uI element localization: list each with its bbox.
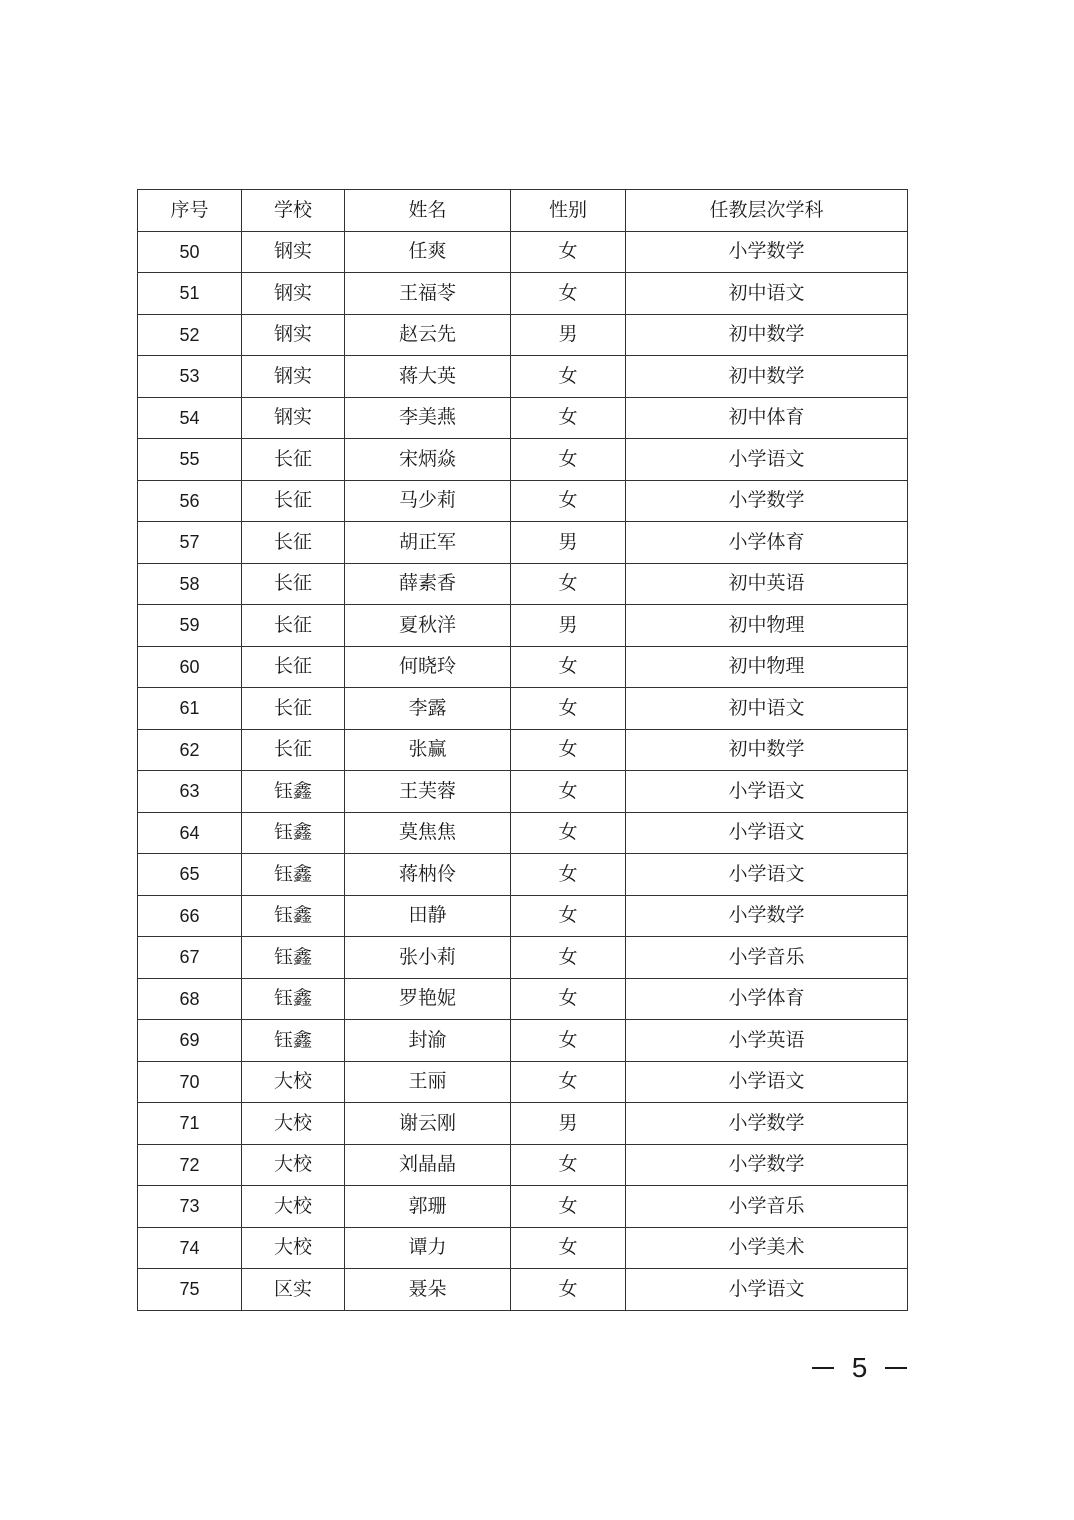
name-cell: 谢云刚 (345, 1103, 511, 1145)
serial-number-cell: 63 (138, 771, 242, 813)
gender-cell: 女 (511, 937, 626, 979)
name-cell: 刘晶晶 (345, 1144, 511, 1186)
serial-number-cell: 62 (138, 729, 242, 771)
school-cell: 区实 (242, 1269, 345, 1311)
gender-cell: 女 (511, 771, 626, 813)
school-cell: 钰鑫 (242, 771, 345, 813)
subject-cell: 初中物理 (626, 646, 908, 688)
serial-number-cell: 50 (138, 231, 242, 273)
table-row (138, 812, 908, 854)
subject-cell: 小学数学 (626, 231, 908, 273)
name-cell: 谭力 (345, 1227, 511, 1269)
subject-cell: 小学音乐 (626, 1186, 908, 1228)
subject-cell: 小学美术 (626, 1227, 908, 1269)
serial-number-cell: 51 (138, 273, 242, 315)
school-cell: 钢实 (242, 314, 345, 356)
serial-number-cell: 70 (138, 1061, 242, 1103)
school-cell: 大校 (242, 1144, 345, 1186)
subject-cell: 初中数学 (626, 314, 908, 356)
subject-cell: 小学语文 (626, 1269, 908, 1311)
school-cell: 长征 (242, 729, 345, 771)
table-row (138, 563, 908, 605)
header-serial-number: 序号 (138, 190, 242, 232)
serial-number-cell: 73 (138, 1186, 242, 1228)
gender-cell: 男 (511, 1103, 626, 1145)
gender-cell: 女 (511, 273, 626, 315)
name-cell: 聂朵 (345, 1269, 511, 1311)
serial-number-cell: 54 (138, 397, 242, 439)
serial-number-cell: 57 (138, 522, 242, 564)
school-cell: 钰鑫 (242, 812, 345, 854)
name-cell: 马少莉 (345, 480, 511, 522)
gender-cell: 女 (511, 646, 626, 688)
table-row (138, 937, 908, 979)
gender-cell: 女 (511, 563, 626, 605)
gender-cell: 女 (511, 688, 626, 730)
serial-number-cell: 68 (138, 978, 242, 1020)
table-row (138, 1186, 908, 1228)
school-cell: 钢实 (242, 397, 345, 439)
school-cell: 长征 (242, 605, 345, 647)
serial-number-cell: 58 (138, 563, 242, 605)
serial-number-cell: 74 (138, 1227, 242, 1269)
subject-cell: 初中数学 (626, 356, 908, 398)
gender-cell: 男 (511, 522, 626, 564)
subject-cell: 初中体育 (626, 397, 908, 439)
name-cell: 赵云先 (345, 314, 511, 356)
school-cell: 大校 (242, 1103, 345, 1145)
table-row (138, 314, 908, 356)
table-row (138, 1144, 908, 1186)
serial-number-cell: 56 (138, 480, 242, 522)
gender-cell: 女 (511, 439, 626, 481)
left-dash (812, 1367, 834, 1369)
serial-number-cell: 64 (138, 812, 242, 854)
school-cell: 大校 (242, 1061, 345, 1103)
gender-cell: 女 (511, 356, 626, 398)
table-row (138, 480, 908, 522)
school-cell: 大校 (242, 1186, 345, 1228)
name-cell: 张小莉 (345, 937, 511, 979)
gender-cell: 女 (511, 1186, 626, 1228)
serial-number-cell: 75 (138, 1269, 242, 1311)
school-cell: 钰鑫 (242, 854, 345, 896)
name-cell: 郭珊 (345, 1186, 511, 1228)
table-row (138, 356, 908, 398)
subject-cell: 小学英语 (626, 1020, 908, 1062)
header-row (138, 190, 908, 232)
serial-number-cell: 65 (138, 854, 242, 896)
subject-cell: 初中语文 (626, 273, 908, 315)
subject-cell: 初中英语 (626, 563, 908, 605)
name-cell: 罗艳妮 (345, 978, 511, 1020)
subject-cell: 小学数学 (626, 1144, 908, 1186)
name-cell: 王芙蓉 (345, 771, 511, 813)
header-name: 姓名 (345, 190, 511, 232)
school-cell: 钰鑫 (242, 1020, 345, 1062)
table-row (138, 605, 908, 647)
school-cell: 长征 (242, 480, 345, 522)
name-cell: 何晓玲 (345, 646, 511, 688)
gender-cell: 女 (511, 480, 626, 522)
school-cell: 长征 (242, 646, 345, 688)
subject-cell: 初中语文 (626, 688, 908, 730)
gender-cell: 男 (511, 605, 626, 647)
name-cell: 薛素香 (345, 563, 511, 605)
table-body (138, 231, 908, 1310)
serial-number-cell: 67 (138, 937, 242, 979)
table-row (138, 1227, 908, 1269)
subject-cell: 小学体育 (626, 522, 908, 564)
serial-number-cell: 72 (138, 1144, 242, 1186)
subject-cell: 小学语文 (626, 854, 908, 896)
table-row (138, 439, 908, 481)
name-cell: 任爽 (345, 231, 511, 273)
teacher-roster-table (137, 189, 908, 1311)
school-cell: 大校 (242, 1227, 345, 1269)
gender-cell: 女 (511, 1061, 626, 1103)
school-cell: 钰鑫 (242, 978, 345, 1020)
table-row (138, 646, 908, 688)
table-row (138, 978, 908, 1020)
serial-number-cell: 71 (138, 1103, 242, 1145)
table-header (138, 190, 908, 232)
name-cell: 莫焦焦 (345, 812, 511, 854)
table-row (138, 895, 908, 937)
gender-cell: 女 (511, 231, 626, 273)
gender-cell: 女 (511, 978, 626, 1020)
school-cell: 钰鑫 (242, 895, 345, 937)
school-cell: 长征 (242, 563, 345, 605)
name-cell: 蒋枘伶 (345, 854, 511, 896)
subject-cell: 初中物理 (626, 605, 908, 647)
name-cell: 胡正军 (345, 522, 511, 564)
table-row (138, 1020, 908, 1062)
name-cell: 李美燕 (345, 397, 511, 439)
subject-cell: 小学音乐 (626, 937, 908, 979)
subject-cell: 小学数学 (626, 480, 908, 522)
gender-cell: 女 (511, 1269, 626, 1311)
gender-cell: 女 (511, 729, 626, 771)
school-cell: 钢实 (242, 231, 345, 273)
table-row (138, 1061, 908, 1103)
table-row (138, 273, 908, 315)
serial-number-cell: 60 (138, 646, 242, 688)
table-row (138, 854, 908, 896)
page-number: 5 (851, 1352, 868, 1383)
subject-cell: 小学体育 (626, 978, 908, 1020)
school-cell: 长征 (242, 522, 345, 564)
gender-cell: 女 (511, 1227, 626, 1269)
serial-number-cell: 53 (138, 356, 242, 398)
name-cell: 王福苓 (345, 273, 511, 315)
school-cell: 钰鑫 (242, 937, 345, 979)
serial-number-cell: 55 (138, 439, 242, 481)
name-cell: 蒋大英 (345, 356, 511, 398)
table-row (138, 771, 908, 813)
right-dash (885, 1367, 907, 1369)
table-row (138, 1269, 908, 1311)
serial-number-cell: 59 (138, 605, 242, 647)
table-row (138, 688, 908, 730)
gender-cell: 女 (511, 812, 626, 854)
name-cell: 宋炳焱 (345, 439, 511, 481)
serial-number-cell: 69 (138, 1020, 242, 1062)
serial-number-cell: 61 (138, 688, 242, 730)
header-teaching-subject: 任教层次学科 (626, 190, 908, 232)
page-number-footer (812, 1348, 907, 1388)
table-row (138, 522, 908, 564)
gender-cell: 女 (511, 895, 626, 937)
table-row (138, 231, 908, 273)
table-row (138, 1103, 908, 1145)
subject-cell: 小学数学 (626, 895, 908, 937)
school-cell: 长征 (242, 688, 345, 730)
gender-cell: 女 (511, 1020, 626, 1062)
gender-cell: 女 (511, 397, 626, 439)
subject-cell: 初中数学 (626, 729, 908, 771)
header-school: 学校 (242, 190, 345, 232)
serial-number-cell: 52 (138, 314, 242, 356)
subject-cell: 小学语文 (626, 1061, 908, 1103)
school-cell: 长征 (242, 439, 345, 481)
gender-cell: 男 (511, 314, 626, 356)
subject-cell: 小学数学 (626, 1103, 908, 1145)
school-cell: 钢实 (242, 356, 345, 398)
subject-cell: 小学语文 (626, 812, 908, 854)
table-row (138, 729, 908, 771)
gender-cell: 女 (511, 854, 626, 896)
name-cell: 田静 (345, 895, 511, 937)
school-cell: 钢实 (242, 273, 345, 315)
name-cell: 李露 (345, 688, 511, 730)
name-cell: 封渝 (345, 1020, 511, 1062)
name-cell: 王丽 (345, 1061, 511, 1103)
name-cell: 夏秋洋 (345, 605, 511, 647)
subject-cell: 小学语文 (626, 439, 908, 481)
name-cell: 张赢 (345, 729, 511, 771)
serial-number-cell: 66 (138, 895, 242, 937)
table-row (138, 397, 908, 439)
header-gender: 性别 (511, 190, 626, 232)
gender-cell: 女 (511, 1144, 626, 1186)
subject-cell: 小学语文 (626, 771, 908, 813)
